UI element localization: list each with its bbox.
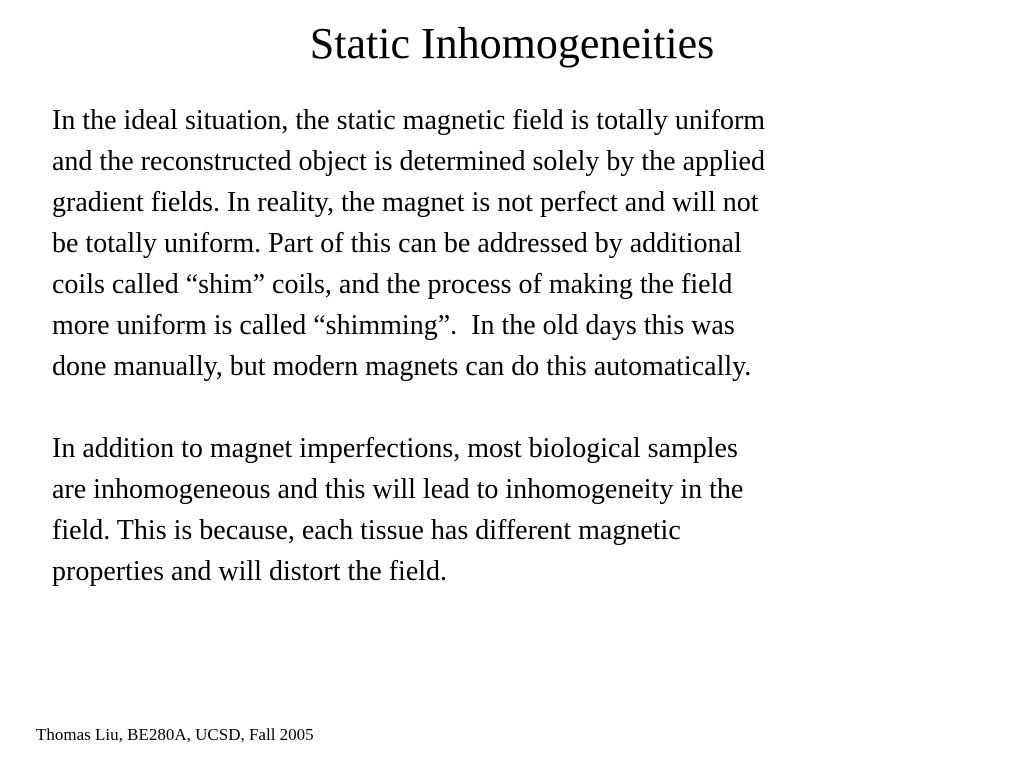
paragraph-line: are inhomogeneous and this will lead to inhomogeneity in the (52, 474, 744, 505)
paragraph-line: In the ideal situation, the static magnetic field is totally uniform (52, 105, 766, 136)
slide-title: Static Inhomogeneities (309, 19, 715, 68)
paragraph-line: more uniform is called “shimming”. In the old days this was (52, 310, 735, 341)
paragraph-line: In addition to magnet imperfections, most biological samples (52, 433, 738, 464)
paragraph-line: and the reconstructed object is determined solely by the applied (52, 146, 765, 177)
paragraph-line: properties and will distort the field. (52, 556, 448, 587)
paragraph-1 (52, 100, 972, 387)
slide-body (52, 100, 972, 592)
paragraph-line: coils called “shim” coils, and the process of making the field (52, 269, 733, 300)
paragraph-2 (52, 428, 972, 592)
paragraph-line: gradient fields. In reality, the magnet is not perfect and will not (52, 187, 759, 218)
paragraph-line: done manually, but modern magnets can do this automatically. (52, 351, 752, 382)
slide-footer: Thomas Liu, BE280A, UCSD, Fall 2005 (36, 725, 314, 744)
paragraph-line: field. This is because, each tissue has different magnetic (52, 515, 681, 546)
paragraph-line: be totally uniform. Part of this can be addressed by additional (52, 228, 742, 259)
